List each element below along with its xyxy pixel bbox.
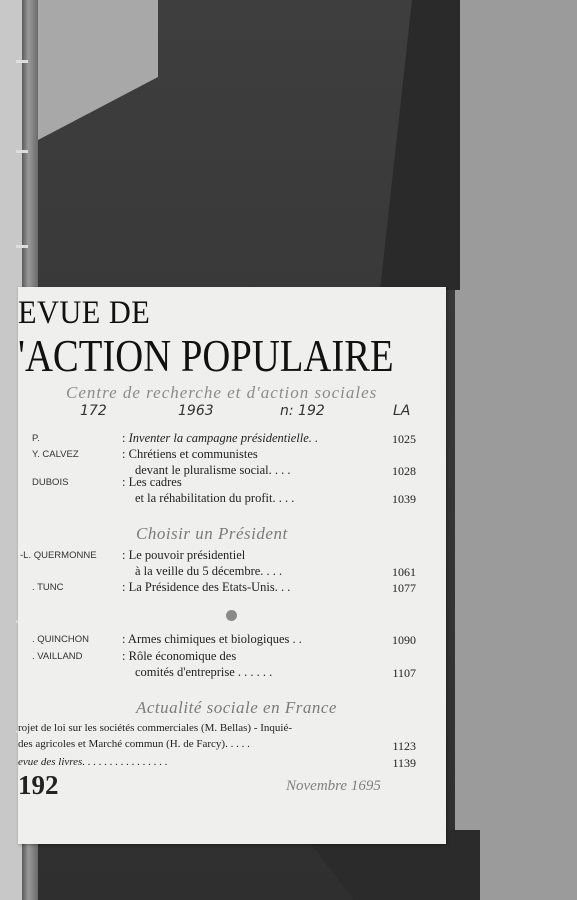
handwritten-note: n: 192 bbox=[280, 403, 325, 419]
toc-entry-text: Inventer la campagne présidentielle. . bbox=[128, 431, 319, 445]
masthead-line1: EVUE DE bbox=[18, 295, 151, 331]
toc-entry-title: : Chrétiens et communistes bbox=[122, 447, 258, 461]
toc-entry-text: à la veille du 5 décembre. . . . bbox=[135, 564, 283, 578]
toc-entry-text: rojet de loi sur les sociétés commerciales (M. Bellas) - Inquié- bbox=[18, 722, 292, 734]
handwritten-note: 172 bbox=[80, 403, 107, 419]
handwritten-note: LA bbox=[393, 403, 411, 419]
toc-entry-text: Chrétiens et communistes bbox=[128, 447, 258, 461]
toc-entry-text: comités d'entreprise . . . . . . bbox=[135, 665, 273, 679]
toc-page: 1107 bbox=[392, 666, 416, 680]
toc-author: . TUNC bbox=[32, 582, 64, 593]
issue-date: Novembre 1695 bbox=[286, 778, 381, 794]
binding-stitch bbox=[16, 245, 28, 248]
section-bullet bbox=[226, 610, 237, 621]
toc-author: . QUINCHON bbox=[32, 634, 89, 645]
toc-page: 1090 bbox=[392, 633, 416, 647]
toc-page: 1123 bbox=[392, 739, 416, 753]
section-title: Choisir un Président bbox=[136, 524, 288, 543]
toc-entry-text: et la réhabilitation du profit. . . . bbox=[135, 491, 295, 505]
toc-page: 1028 bbox=[392, 464, 416, 478]
toc-page: 1025 bbox=[392, 432, 416, 446]
toc-entry-text: evue des livres. . . . . . . . . . . . . . . . bbox=[18, 756, 168, 768]
cover-label bbox=[18, 287, 446, 844]
toc-page: 1139 bbox=[392, 756, 416, 770]
toc-author: Y. CALVEZ bbox=[32, 449, 79, 460]
toc-entry-title: : La Présidence des Etats-Unis. . . bbox=[122, 580, 291, 594]
binding-stitch bbox=[16, 150, 28, 153]
masthead-subtitle: Centre de recherche et d'action sociales bbox=[66, 383, 378, 402]
handwritten-note: 1963 bbox=[178, 403, 214, 419]
toc-author: -L. QUERMONNE bbox=[20, 550, 97, 561]
background-right bbox=[455, 0, 577, 900]
toc-entry-text: Armes chimiques et biologiques . . bbox=[127, 632, 302, 646]
toc-page: 1039 bbox=[392, 492, 416, 506]
toc-entry-title: : Le pouvoir présidentiel bbox=[122, 548, 246, 562]
toc-page: 1061 bbox=[392, 565, 416, 579]
toc-author: P. bbox=[32, 433, 40, 444]
section-title: Actualité sociale en France bbox=[136, 698, 337, 717]
toc-author: . VAILLAND bbox=[32, 651, 83, 662]
toc-entry-text: Rôle économique des bbox=[128, 649, 237, 663]
toc-entry-text: devant le pluralisme social. . . . bbox=[135, 463, 291, 477]
masthead-line2: 'ACTION POPULAIRE bbox=[18, 331, 394, 381]
toc-entry-title: : Les cadres bbox=[122, 475, 182, 489]
toc-entry-text: La Présidence des Etats-Unis. . . bbox=[128, 580, 291, 594]
toc-entry-title: : Armes chimiques et biologiques . . bbox=[122, 632, 302, 646]
binding-stitch bbox=[16, 60, 28, 63]
toc-author: DUBOIS bbox=[32, 477, 69, 488]
toc-entry-text: Le pouvoir présidentiel bbox=[128, 548, 246, 562]
toc-entry-text: Les cadres bbox=[128, 475, 182, 489]
toc-entry-title: : Inventer la campagne présidentielle. . bbox=[122, 431, 319, 445]
toc-entry-title: : Rôle économique des bbox=[122, 649, 237, 663]
toc-entry-text: des agricoles et Marché commun (H. de Farcy). . . . . bbox=[18, 738, 250, 750]
issue-number: 192 bbox=[18, 770, 59, 800]
toc-page: 1077 bbox=[392, 581, 416, 595]
